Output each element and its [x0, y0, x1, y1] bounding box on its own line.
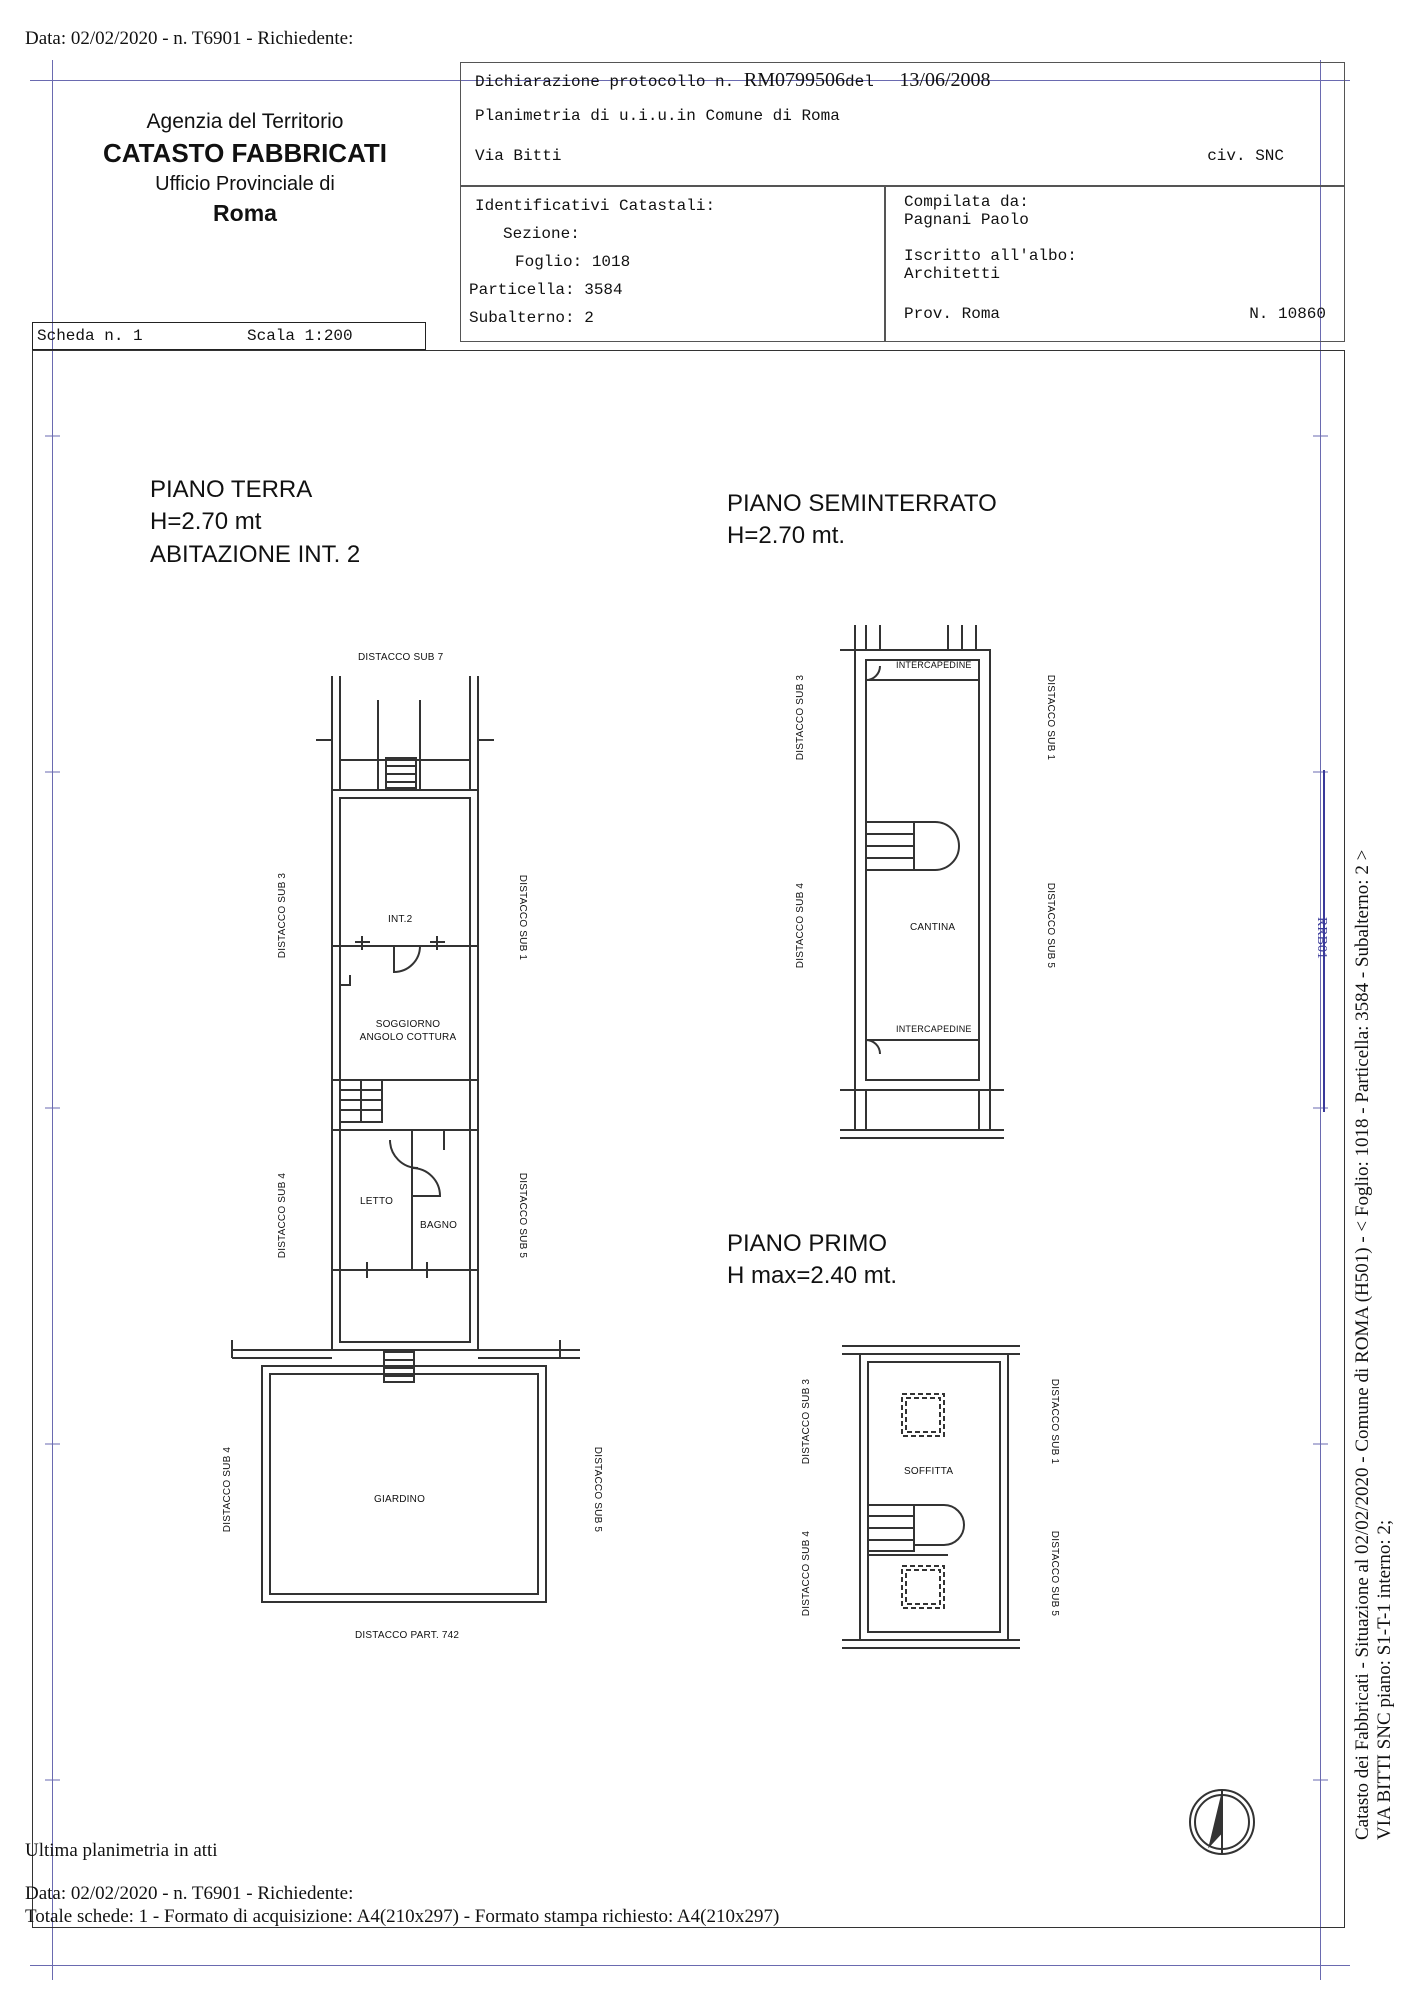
piano-seminterrato-name: PIANO SEMINTERRATO — [727, 490, 997, 517]
subalterno: Subalterno: 2 — [469, 309, 594, 327]
registration-number: N. 10860 — [1249, 305, 1326, 323]
albo-value: Architetti — [904, 265, 1001, 283]
angolo-cottura-label: ANGOLO COTTURA — [359, 1032, 457, 1043]
agency-office: Ufficio Provinciale di — [155, 173, 335, 196]
semi-intercapedine-top: INTERCAPEDINE — [896, 660, 972, 670]
scheda-number: Scheda n. 1 — [37, 327, 143, 345]
civic-number: civ. SNC — [1207, 147, 1284, 165]
footer-totale: Totale schede: 1 - Formato di acquisizione: A4(210x297) - Formato stampa richiesto: A4(210x297) — [25, 1906, 780, 1927]
terra-distacco-sub3: DISTACCO SUB 3 — [277, 872, 289, 959]
semi-cantina: CANTINA — [910, 922, 956, 933]
semi-distacco-sub4: DISTACCO SUB 4 — [795, 882, 807, 969]
piano-terra-subtitle: ABITAZIONE INT. 2 — [150, 540, 361, 568]
header-request-line: Data: 02/02/2020 - n. T6901 - Richiedente: — [25, 28, 354, 49]
semi-distacco-sub5: DISTACCO SUB 5 — [1045, 882, 1057, 969]
semi-intercapedine-bottom: INTERCAPEDINE — [896, 1024, 972, 1034]
primo-distacco-sub1: DISTACCO SUB 1 — [1049, 1378, 1061, 1465]
side-text-line-1: Catasto dei Fabbricati - Situazione al 02/02/2020 - Comune di ROMA (H501) - < Foglio: 1018 - Particella: 3584 - Subalterno: 2 > — [1352, 849, 1373, 1840]
terra-distacco-sub1: DISTACCO SUB 1 — [517, 874, 529, 961]
declaration-del: del — [844, 73, 874, 91]
footer-ultima: Ultima planimetria in atti — [25, 1840, 218, 1861]
semi-distacco-sub1: DISTACCO SUB 1 — [1045, 674, 1057, 761]
piano-terra-name: PIANO TERRA — [150, 476, 313, 503]
terra-distacco-part: DISTACCO PART. 742 — [355, 1630, 460, 1641]
primo-distacco-sub3: DISTACCO SUB 3 — [801, 1378, 813, 1465]
planimetria-line: Planimetria di u.i.u.in Comune di Roma — [475, 107, 840, 125]
terra-soggiorno — [359, 1018, 457, 1044]
primo-soffitta: SOFFITTA — [904, 1466, 954, 1477]
identifiers-title: Identificativi Catastali: — [475, 197, 716, 215]
declaration-number: RM0799506 — [743, 69, 845, 91]
albo-label: Iscritto all'albo: — [904, 247, 1077, 265]
declaration-date: 13/06/2008 — [899, 69, 991, 91]
garden-distacco-sub4: DISTACCO SUB 4 — [222, 1446, 234, 1533]
particella: Particella: 3584 — [469, 281, 623, 299]
terra-distacco-sub7: DISTACCO SUB 7 — [358, 652, 444, 663]
agency-city: Roma — [213, 200, 277, 227]
declaration-label: Dichiarazione protocollo n. — [475, 73, 735, 91]
soggiorno-label: SOGGIORNO — [375, 1019, 441, 1030]
terra-int2: INT.2 — [388, 914, 413, 925]
province: Prov. Roma — [904, 305, 1001, 323]
garden-distacco-sub5: DISTACCO SUB 5 — [592, 1446, 604, 1533]
terra-distacco-sub4: DISTACCO SUB 4 — [277, 1172, 289, 1259]
foglio: Foglio: 1018 — [515, 253, 631, 271]
footer-data: Data: 02/02/2020 - n. T6901 - Richiedente: — [25, 1883, 354, 1904]
piano-primo-name: PIANO PRIMO — [727, 1230, 888, 1257]
primo-distacco-sub5: DISTACCO SUB 5 — [1049, 1530, 1061, 1617]
street-line: Via Bitti — [475, 147, 562, 165]
terra-letto: LETTO — [360, 1196, 394, 1207]
terra-distacco-sub5: DISTACCO SUB 5 — [517, 1172, 529, 1259]
terra-bagno: BAGNO — [420, 1220, 458, 1231]
side-text-block — [1352, 580, 1396, 1840]
side-stamp: RRB01 — [1314, 916, 1330, 960]
compiler-name: Pagnani Paolo — [904, 211, 1029, 229]
scale: Scala 1:200 — [247, 327, 353, 345]
piano-terra-height: H=2.70 mt — [150, 508, 262, 536]
sezione: Sezione: — [503, 225, 580, 243]
agency-department: CATASTO FABBRICATI — [102, 138, 388, 169]
agency-name: Agenzia del Territorio — [146, 110, 344, 133]
compiler-label: Compilata da: — [904, 193, 1029, 211]
semi-distacco-sub3: DISTACCO SUB 3 — [795, 674, 807, 761]
piano-seminterrato-height: H=2.70 mt. — [727, 522, 846, 550]
piano-primo-height: H max=2.40 mt. — [727, 1262, 898, 1290]
terra-entrance — [316, 676, 494, 790]
side-text-line-2: VIA BITTI SNC piano: S1-T-1 interno: 2; — [1373, 1519, 1395, 1840]
terra-giardino: GIARDINO — [374, 1494, 426, 1505]
primo-distacco-sub4: DISTACCO SUB 4 — [801, 1530, 813, 1617]
